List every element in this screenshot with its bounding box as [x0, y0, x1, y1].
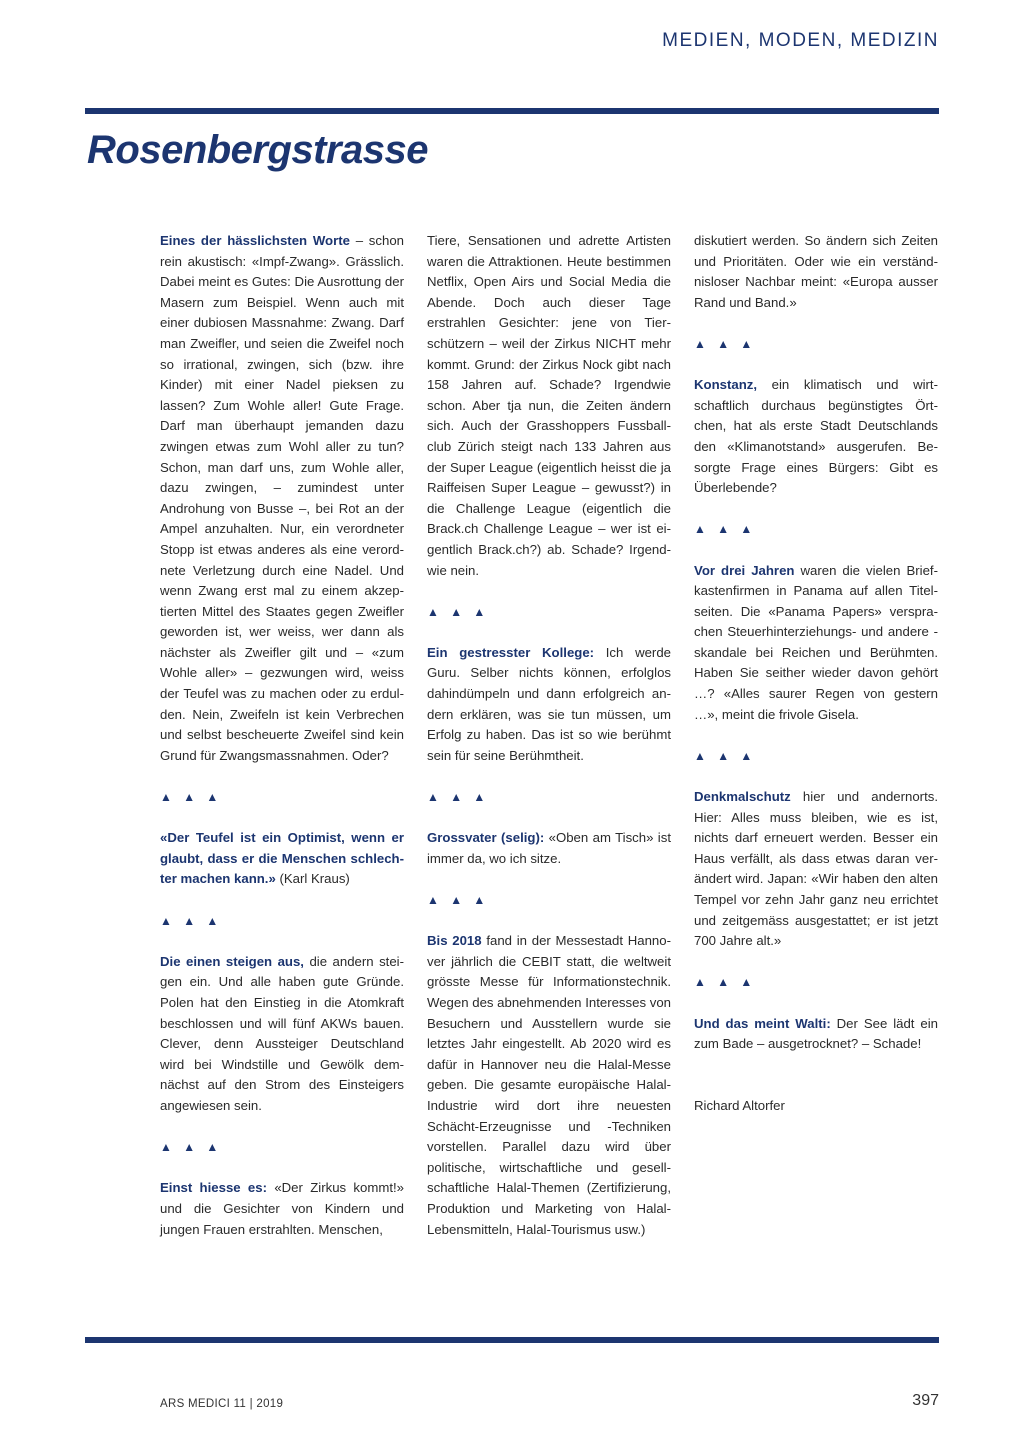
paragraph-text: die andern steigen ein. Und alle haben gute Gründe. Polen hat den Einstieg in die Atomkraft beschlossen und will fünf AKWs bauen. Clever, denn Aussteiger Deutschland wird bei Windstille und Gewölk demnächst auf den Strom des Einsteigers angewiesen sein.	[160, 953, 404, 1113]
paragraph-text: hier und andernorts. Hier: Alles muss bleiben, wie es ist, nichts darf erneuert werden. Besser ein Haus verfällt, als dass etwas daran verändert wird. Japan: «Wir haben den alten Tempel vor zehn Jahr ganz neu errichtet und zeitgemäss ausgestattet; er ist jetzt 700 Jahre alt.»	[694, 789, 938, 949]
page-title: Rosenbergstrasse	[87, 128, 429, 172]
paragraph-text: ein klimatisch und wirtschaftlich durchaus begünstigtes Örtchen, hat als erste Stadt Deutschlands den «Klimanotstand» ausgerufen. Besorgte Frage eines Bürgers: Gibt es Überlebende?	[694, 377, 938, 496]
paragraph-text: «Der Zirkus kommt!» und die Gesichter von Kindern und jungen Frauen erstrahlten. Menschen,	[160, 1180, 404, 1237]
paragraph-text: «Oben am Tisch» ist immer da, wo ich sitze.	[427, 830, 671, 866]
quote-author: (Karl Kraus)	[275, 871, 350, 887]
paragraph	[427, 643, 671, 767]
paragraph-lead: Und das meint Walti:	[694, 1015, 831, 1031]
paragraph	[694, 1014, 938, 1055]
paragraph-lead: Grossvater (selig):	[427, 830, 545, 846]
paragraph	[160, 952, 404, 1117]
separator-icon: ▲ ▲ ▲	[694, 336, 757, 351]
paragraph	[160, 1178, 404, 1240]
separator-icon: ▲ ▲ ▲	[694, 522, 757, 537]
paragraph-lead: Einst hiesse es:	[160, 1180, 267, 1196]
page-number: 397	[912, 1392, 939, 1409]
paragraph	[694, 787, 938, 952]
section-label: MEDIEN, MODEN, MEDIZIN	[662, 30, 939, 51]
separator-icon: ▲ ▲ ▲	[160, 1140, 223, 1155]
paragraph	[694, 375, 938, 499]
paragraph	[694, 231, 938, 313]
paragraph-text: waren die vielen Briefkastenfirmen in Panama auf allen Titelseiten. Die «Panama Papers» versprachen Steuerhinterziehungs- und andere -skandale bei Reichen und Berühmten. Haben Sie seither wieder davon gehört …? «Alles saurer Regen von gestern …», meint die frivole Gisela.	[694, 562, 939, 722]
paragraph	[694, 561, 938, 726]
paragraph-text: Der See lädt ein zum Bade – ausgetrocknet? – Schade!	[694, 1015, 938, 1052]
top-rule	[85, 108, 939, 114]
column-3	[694, 231, 938, 1116]
paragraph-text: – schon rein akustisch: «Impf-Zwang». Grässlich. Dabei meint es Gutes: Die Ausrottung der Masern zum Beispiel. Wenn auch mit einer dubiosen Massnahme: Zwang. Darf man Zweifler, und seien die Zweifel noch so irrational, zwingen, sich (bzw. ihre Kinder) mit einer Nadel pieksen zu lassen? Zum Wohle aller! Gute Frage. Darf man überhaupt jemanden dazu zwingen etwas zum Wohl aller zu tun? Schon, man darf uns, zum Wohle aller, dazu zwingen, – zumindest unter Androhung von Busse –, bei Rot an der Ampel anzuhalten. Nur, ein verordneter Stopp ist etwas anderes als eine verordnete Verletzung durch eine Nadel. Und wenn Zwang erst mal zu einem akzeptierten Mittel des Staates gegen Zweifler geworden ist, wer weiss, wer dann als nächster als Zweifler gilt und – «zum Wohle aller» – gezwungen wird, weiss der Teufel was zu machen oder zu erdulden. Nein, Zweifeln ist kein Verbrechen und selbst bescheuerte Zweifel sind kein Grund für Zwangsmassnahmen. Oder?	[160, 233, 404, 763]
column-1	[160, 231, 404, 1240]
quote-paragraph	[160, 828, 404, 890]
separator-icon: ▲ ▲ ▲	[427, 790, 490, 805]
paragraph-text: Tiere, Sensationen und adrette Artisten waren die Attraktionen. Heute bestimmen Netflix, Open Airs und Social Media die Abende. Doch auch dieser Tage erstrahlen Gesichter: jene von Tierschützern – weil der Zirkus NICHT mehr kommt. Grund: der Zirkus Nock gibt nach 158 Jahren auf. Schade? Irgendwie schon. Aber tja nun, die Zeiten ändern sich. Auch der Grasshoppers Fussballclub Zürich steigt nach 133 Jahren aus der Super League (eigentlich heisst die ja Raiffeisen Super League – gewusst?) in die Challenge League (eigentlich die Brack.ch Challenge League – wer ist eigentlich Brack.ch?) ab. Schade? Irgendwie nein.	[427, 233, 671, 578]
paragraph	[427, 931, 671, 1240]
column-2	[427, 231, 671, 1240]
paragraph-lead: Konstanz,	[694, 377, 758, 393]
paragraph-lead: Vor drei Jahren	[694, 562, 795, 578]
paragraph-text: fand in der Messestadt Hannover jährlich die CEBIT statt, die weltweit grösste Messe für Informationstechnik. Wegen des abnehmenden Interesses von Besuchern und Ausstellern wurde sie letztes Jahr eingestellt. Ab 2020 wird es dafür in Hannover neu die Halal-Messe geben. Die gesamte europäische Halal-Industrie wird dort ihre neuesten Schächt-Erzeugnisse und -Techniken vorstellen. Parallel dazu wird über politische, wirtschaftliche und gesellschaftliche Halal-Themen (Zertifizierung, Produktion und Marketing von Halal-Lebensmitteln, Halal-Tourismus usw.)	[427, 933, 671, 1237]
paragraph-lead: Denkmalschutz	[694, 789, 791, 805]
paragraph-lead: Ein gestresster Kollege:	[427, 644, 595, 660]
paragraph-text: Ich werde Guru. Selber nichts können, erfolglos dahindümpeln und dann erfolgreich andern erklären, was sie tun müssen, um Erfolg zu haben. Das ist so wie berühmt sein für seine Berühmtheit.	[427, 644, 671, 763]
paragraph-lead: Die einen steigen aus,	[160, 953, 304, 969]
bottom-rule	[85, 1337, 939, 1343]
separator-icon: ▲ ▲ ▲	[694, 975, 757, 990]
separator-icon: ▲ ▲ ▲	[160, 913, 223, 928]
separator-icon: ▲ ▲ ▲	[427, 604, 490, 619]
author-name: Richard Altorfer	[694, 1097, 785, 1113]
journal-info: ARS MEDICI 11 | 2019	[160, 1398, 284, 1410]
paragraph-lead: Eines der hässlichsten Worte	[160, 233, 350, 248]
separator-icon: ▲ ▲ ▲	[694, 748, 757, 763]
paragraph	[427, 231, 671, 581]
separator-icon: ▲ ▲ ▲	[160, 790, 223, 805]
paragraph-text: diskutiert werden. So ändern sich Zeiten und Prioritäten. Oder wie ein verständnisloser Nachbar meint: «Europa ausser Rand und Band.»	[694, 233, 938, 310]
quote-text: «Der Teufel ist ein Optimist, wenn er glaubt, dass er die Menschen schlechter machen kann.»	[160, 830, 404, 887]
separator-icon: ▲ ▲ ▲	[427, 893, 490, 907]
paragraph-lead: Bis 2018	[427, 933, 482, 949]
paragraph	[160, 231, 404, 766]
paragraph	[427, 828, 671, 869]
